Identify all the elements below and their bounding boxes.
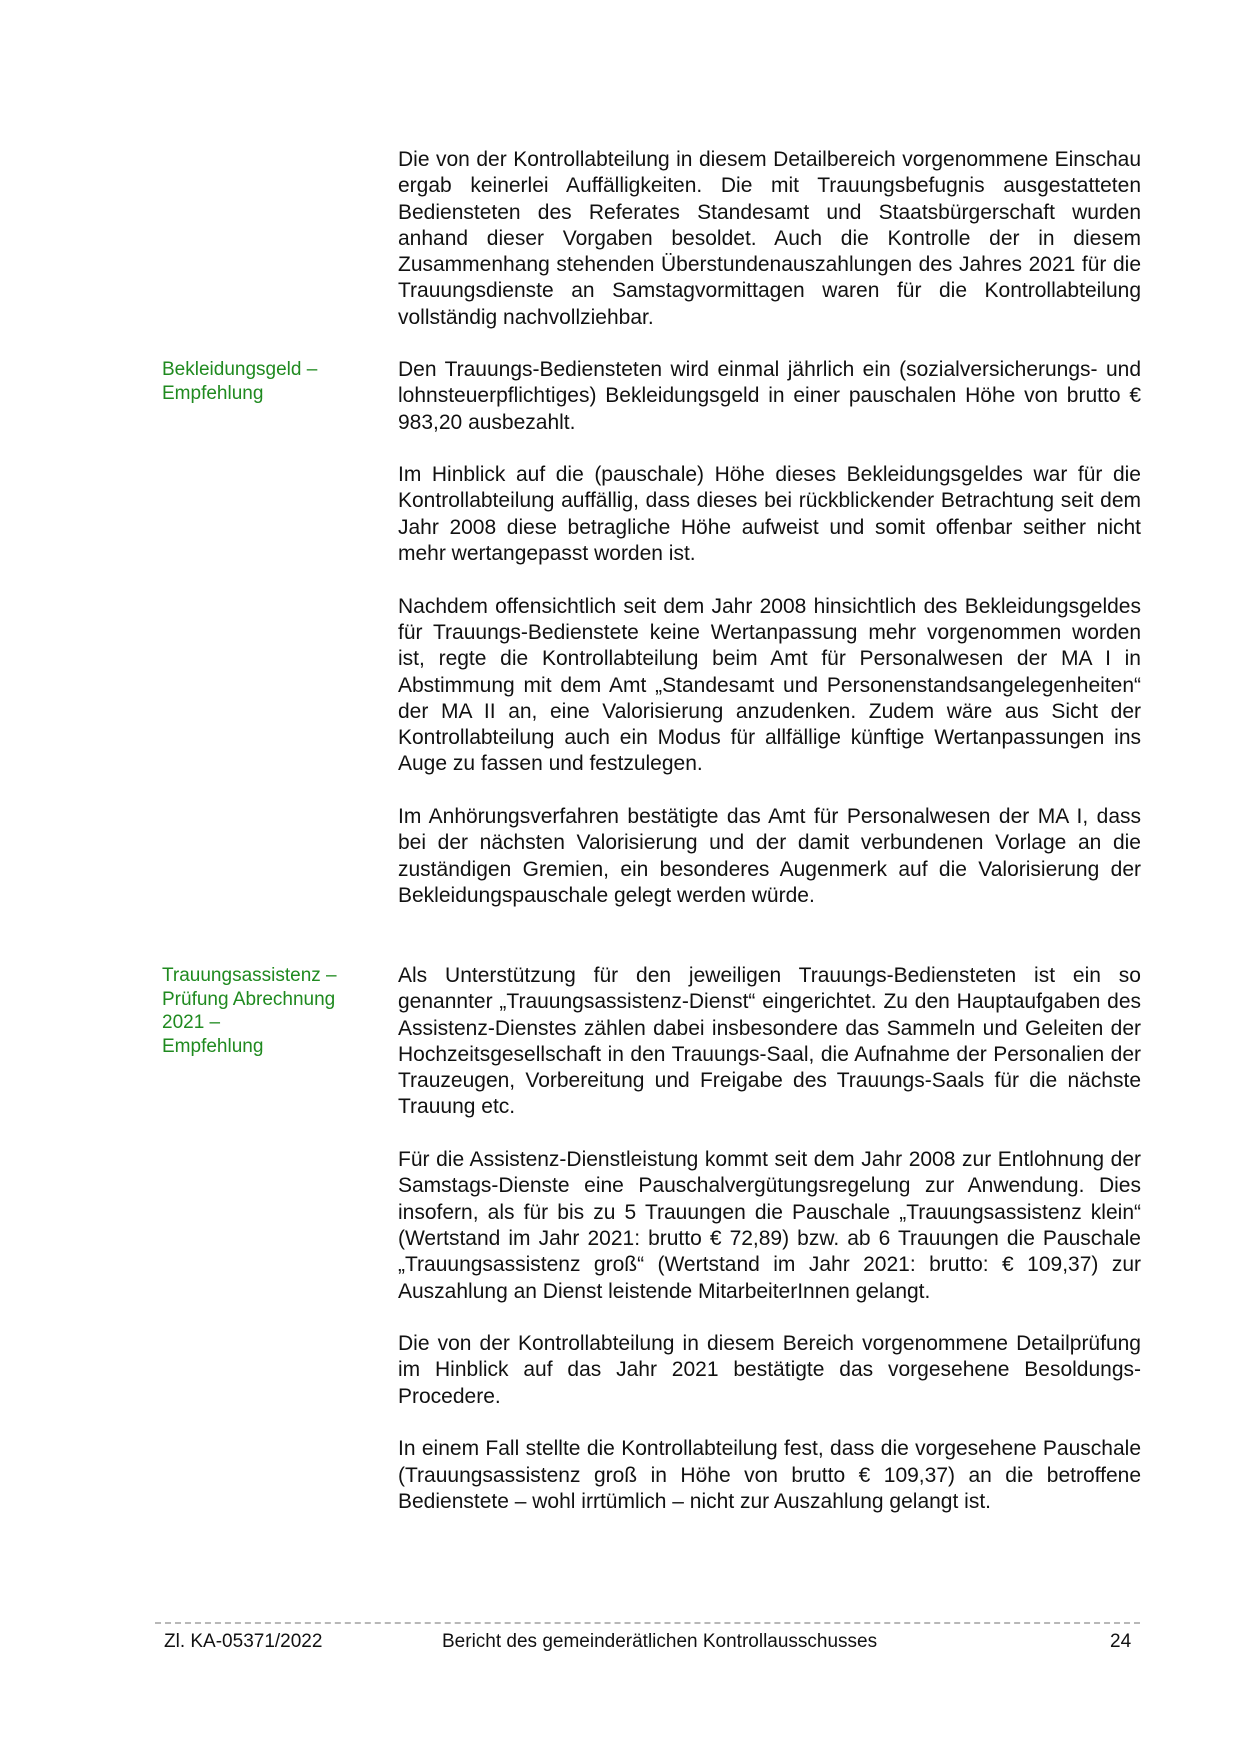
side-heading-trauungsassistenz: [162, 964, 362, 1058]
section-trauungsassistenz: [398, 963, 1141, 1542]
paragraph: In einem Fall stellte die Kontrollabteilung fest, dass die vorgesehene Pauschale (Trauungsassistenz groß in Höhe von brutto € 109,37) an die betroffene Bedienstete – wohl irrtümlich – nicht zur Auszahlung gelangt ist.: [398, 1437, 1141, 1513]
side-heading-line: Trauungsassistenz –: [162, 965, 337, 986]
paragraph: Für die Assistenz-Dienstleistung kommt seit dem Jahr 2008 zur Entlohnung der Samstags-Dienste eine Pauschalvergütungsregelung zur Anwendung. Dies insofern, als für bis zu 5 Trauungen die Pauschale „Trauungsassistenz klein“ (Wertstand im Jahr 2021: brutto € 72,89) bzw. ab 6 Trauungen die Pauschale „Trauungsassistenz groß“ (Wertstand im Jahr 2021: brutto: € 109,37) zur Auszahlung an Dienst leistende MitarbeiterInnen gelangt.: [398, 1148, 1141, 1303]
footer-page-number: 24: [1110, 1631, 1132, 1652]
paragraph: Im Hinblick auf die (pauschale) Höhe dieses Bekleidungsgeldes war für die Kontrollabteilung auffällig, dass dieses bei rückblickender Betrachtung seit dem Jahr 2008 diese betragliche Höhe aufweist und somit offenbar seither nicht mehr wertangepasst worden ist.: [398, 463, 1141, 566]
paragraph: Den Trauungs-Bediensteten wird einmal jährlich ein (sozialversicherungs- und lohnsteuerpflichtiges) Bekleidungsgeld in einer pauschalen Höhe von brutto € 983,20 ausbezahlt.: [398, 358, 1141, 434]
side-heading-line: Prüfung Abrechnung: [162, 988, 336, 1010]
paragraph: Im Anhörungsverfahren bestätigte das Amt für Personalwesen der MA I, dass bei der nächsten Valorisierung und der damit verbundenen Vorlage an die zuständigen Gremien, ein besonderes Augenmerk auf die Valorisierung der Bekleidungspauschale gelegt werden würde.: [398, 805, 1141, 907]
footer-reference: Zl. KA-05371/2022: [164, 1631, 323, 1652]
intro-paragraph-block: [398, 147, 1141, 357]
side-heading-line: Bekleidungsgeld –: [162, 359, 318, 380]
side-heading-line: Empfehlung: [162, 1035, 264, 1057]
footer-title: Bericht des gemeinderätlichen Kontrollausschusses: [442, 1631, 878, 1652]
paragraph: Als Unterstützung für den jeweiligen Trauungs-Bediensteten ist ein so genannter „Trauungsassistenz-Dienst“ eingerichtet. Zu den Hauptaufgaben des Assistenz-Dienstes zählen dabei insbesondere das Sammeln und Geleiten der Hochzeitsgesellschaft in den Trauungs-Saal, die Aufnahme der Personalien der Trauzeugen, Vorbereitung und Freigabe des Trauungs-Saals für die nächste Trauung etc.: [398, 964, 1141, 1119]
paragraph: Nachdem offensichtlich seit dem Jahr 2008 hinsichtlich des Bekleidungsgeldes für Trauungs-Bedienstete keine Wertanpassung mehr vorgenommen worden ist, regte die Kontrollabteilung beim Amt für Personalwesen der MA I in Abstimmung mit dem Amt „Standesamt und Personenstandsangelegenheiten“ der MA II an, eine Valorisierung anzudenken. Zudem wäre aus Sicht der Kontrollabteilung auch ein Modus für allfällige künftige Wertanpassungen ins Auge zu fassen und festzulegen.: [398, 594, 1141, 776]
paragraph: Die von der Kontrollabteilung in diesem Bereich vorgenommene Detailprüfung im Hinblick auf das Jahr 2021 bestätigte das vorgesehene Besoldungs-Procedere.: [398, 1332, 1141, 1408]
side-heading-line: 2021 –: [162, 1012, 221, 1033]
section-bekleidungsgeld: [398, 357, 1141, 936]
side-heading-bekleidungsgeld: [162, 358, 362, 405]
footer-divider: [155, 1622, 1140, 1624]
intro-paragraph: Die von der Kontrollabteilung in diesem Detailbereich vorgenommene Einschau ergab keinerlei Auffälligkeiten. Die mit Trauungsbefugnis ausgestatteten Bediensteten des Referates Standesamt und Staatsbürgerschaft wurden anhand dieser Vorgaben besoldet. Auch die Kontrolle der in diesem Zusammenhang stehenden Überstundenauszahlungen des Jahres 2021 für die Trauungsdienste an Samstagvormittagen waren für die Kontrollabteilung vollständig nachvollziehbar.: [398, 148, 1141, 329]
side-heading-line: Empfehlung: [162, 382, 264, 404]
